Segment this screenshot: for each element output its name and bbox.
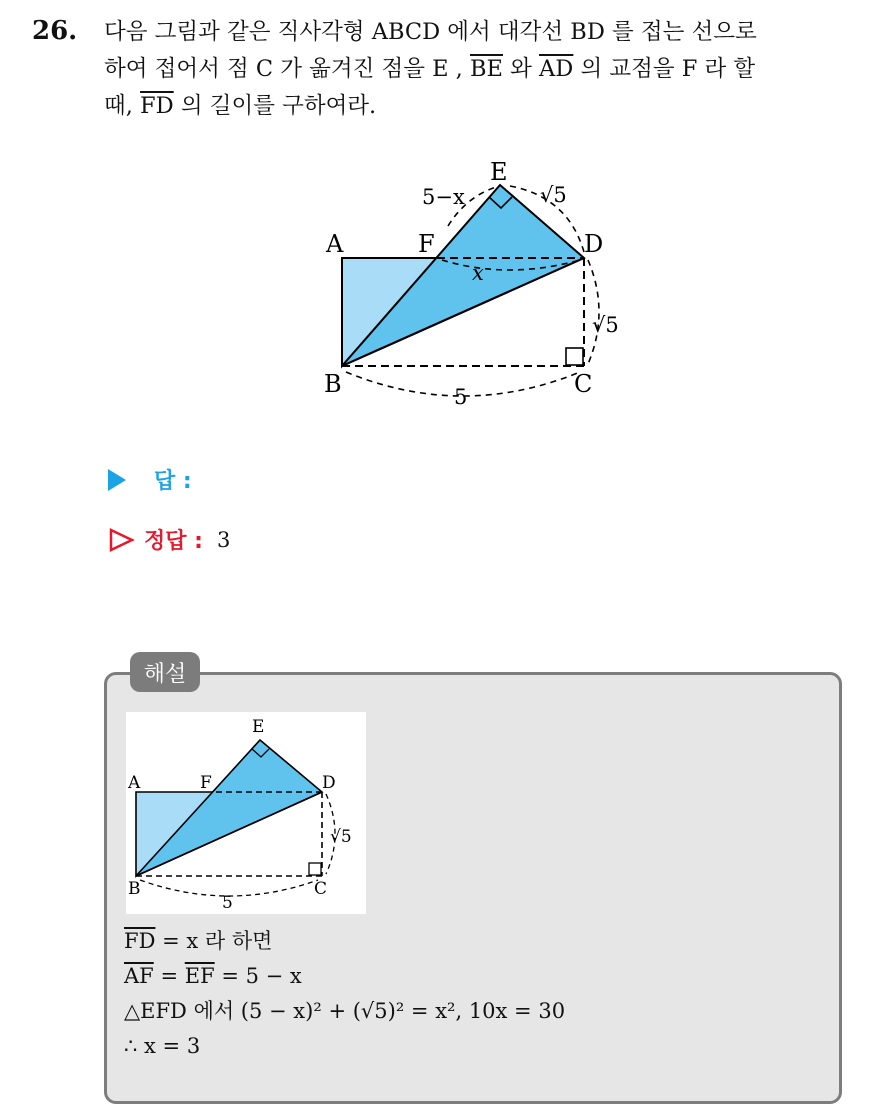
- solution-figure: [126, 712, 366, 914]
- sol-label-d: D: [322, 773, 336, 793]
- sol-segment-ef: $\overline{EF}$: [184, 964, 215, 988]
- arc-dc: [588, 260, 599, 364]
- sol-segment-af: $\overline{AF}$: [124, 964, 154, 988]
- solution-line-2-rest: = 5 − x: [221, 964, 302, 988]
- question-line-3: [104, 88, 864, 125]
- main-figure: [318, 152, 648, 414]
- question-line-2-a: 하여 접어서 점 C 가 옮겨진 점을 E ,: [104, 56, 463, 82]
- solution-line-2-eq: =: [160, 964, 179, 988]
- sol-label-a: A: [128, 773, 141, 793]
- sol-segment-fd: $\overline{FD}$: [124, 929, 156, 953]
- solution-text: [124, 924, 565, 1064]
- sol-right-angle-c: [309, 863, 321, 875]
- label-a: A: [326, 230, 344, 258]
- length-ed: √5: [540, 183, 567, 207]
- play-icon: [108, 469, 126, 491]
- correct-answer-row: [108, 524, 230, 555]
- sol-label-b: B: [128, 879, 141, 899]
- segment-fd: $\overline{FD}$: [140, 93, 174, 119]
- right-angle-c: [566, 348, 583, 365]
- correct-answer-label: 정답 :: [144, 529, 203, 554]
- sol-label-e: E: [252, 717, 265, 737]
- question-line-3-a: 때,: [104, 93, 133, 119]
- answer-row: [108, 464, 192, 495]
- answer-label: 답 :: [154, 469, 192, 494]
- correct-answer-value: 3: [216, 527, 231, 552]
- question-text: [104, 14, 864, 125]
- label-d: D: [584, 230, 604, 258]
- label-b: B: [324, 370, 342, 398]
- label-f: F: [418, 230, 435, 258]
- sol-label-c: C: [314, 879, 328, 899]
- solution-line-3: △EFD 에서 (5 − x)² + (√5)² = x², 10x = 30: [124, 999, 566, 1023]
- length-ef: 5−x: [422, 185, 465, 209]
- sol-label-f: F: [200, 773, 212, 793]
- solution-tag: 해설: [130, 652, 200, 692]
- solution-line-1: [124, 924, 565, 959]
- segment-be: $\overline{BE}$: [470, 56, 503, 82]
- sol-length-dc: √5: [330, 827, 352, 847]
- question-number: 26.: [32, 16, 78, 46]
- sol-length-bc: 5: [222, 893, 233, 913]
- outline-triangle-icon: [108, 527, 136, 553]
- question-line-2: [104, 51, 864, 88]
- solution-line-1-rest: = x 라 하면: [162, 929, 273, 953]
- question-line-2-c: 의 교점을 F 라 할: [580, 56, 756, 82]
- question-line-2-b: 와: [510, 56, 532, 82]
- label-c: C: [574, 370, 593, 398]
- solution-line-2: [124, 959, 565, 994]
- length-bc: 5: [454, 385, 468, 409]
- length-fd: x: [472, 261, 484, 285]
- question-line-1: 다음 그림과 같은 직사각형 ABCD 에서 대각선 BD 를 접는 선으로: [104, 19, 757, 45]
- length-dc: √5: [592, 313, 619, 337]
- label-e: E: [490, 158, 508, 186]
- question-line-3-b: 의 길이를 구하여라.: [180, 93, 377, 119]
- segment-ad: $\overline{AD}$: [539, 56, 574, 82]
- solution-line-4: ∴ x = 3: [124, 1034, 201, 1058]
